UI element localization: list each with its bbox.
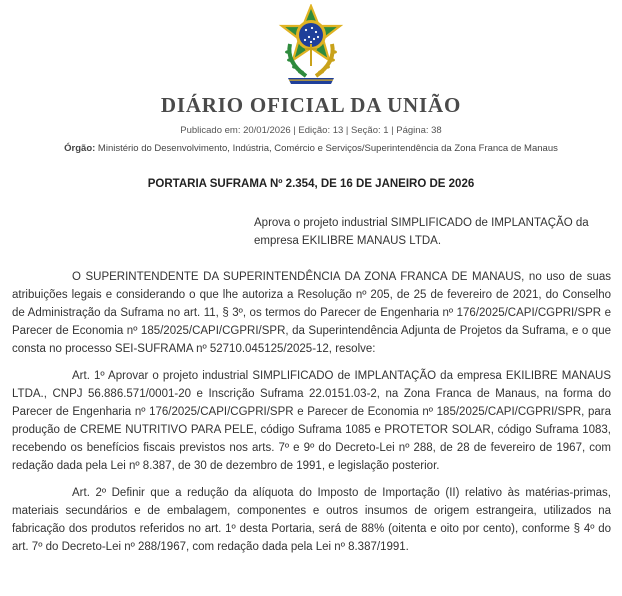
document-body — [12, 268, 611, 565]
brazil-coat-of-arms-icon — [276, 4, 346, 88]
document-title: PORTARIA SUFRAMA Nº 2.354, DE 16 DE JANEIRO DE 2026 — [147, 178, 475, 190]
orgao-value: Ministério do Desenvolvimento, Indústria, Comércio e Serviços/Superintendência da Zona Franca de Manaus — [95, 143, 558, 154]
publication-info: Publicado em: 20/01/2026 | Edição: 13 | Seção: 1 | Página: 38 — [180, 125, 442, 136]
paragraph-art-1: Art. 1º Aprovar o projeto industrial SIMPLIFICADO de IMPLANTAÇÃO da empresa EKILIBRE MANAUS LTDA., CNPJ 56.886.571/0001-20 e Inscrição Suframa 22.0151.03-2, na Zona Franca de Manaus, na forma do Parecer de Engenharia nº 176/2025/CAPI/CGPRI/SPR e Parecer de Economia nº 185/2025/CAPI/CGPRI/SPR, para produção de CREME NUTRITIVO PARA PELE, código Suframa 1085 e PROTETOR SOLAR, código Suframa 1083, recebendo os benefícios fiscais previstos nos arts. 7º e 9º do Decreto-Lei nº 288, de 28 de fevereiro de 1967, com redação dada pela Lei nº 8.387, de 30 de dezembro de 1991, e legislação posterior. — [12, 370, 611, 472]
document-ementa: Aprova o projeto industrial SIMPLIFICADO de IMPLANTAÇÃO da empresa EKILIBRE MANAUS LTDA. — [254, 217, 589, 247]
orgao-label: Órgão: — [64, 143, 96, 154]
orgao-line — [0, 143, 622, 154]
paragraph-preamble: O SUPERINTENDENTE DA SUPERINTENDÊNCIA DA ZONA FRANCA DE MANAUS, no uso de suas atribuições legais e considerando o que lhe autoriza a Resolução nº 205, de 25 de fevereiro de 2021, do Conselho de Administração da Suframa no art. 11, § 3º, os termos do Parecer de Engenharia nº 176/2025/CAPI/CGPRI/SPR e Parecer de Economia nº 185/2025/CAPI/CGPRI/SPR, da Superintendência Adjunta de Projetos da Suframa, e o que consta no processo SEI-SUFRAMA nº 52710.045125/2025-12, resolve: — [12, 271, 611, 355]
paragraph-art-2: Art. 2º Definir que a redução da alíquota do Imposto de Importação (II) relativo às matérias-primas, materiais secundários e de embalagem, componentes e outros insumos de origem estrangeira, utilizados na fabricação dos produtos referidos no art. 1º desta Portaria, será de 88% (oitenta e oito por cento), conforme § 4º do art. 7º do Decreto-Lei nº 288/1967, com redação dada pela Lei nº 8.387/1991. — [12, 487, 611, 553]
page-title: DIÁRIO OFICIAL DA UNIÃO — [160, 93, 462, 117]
